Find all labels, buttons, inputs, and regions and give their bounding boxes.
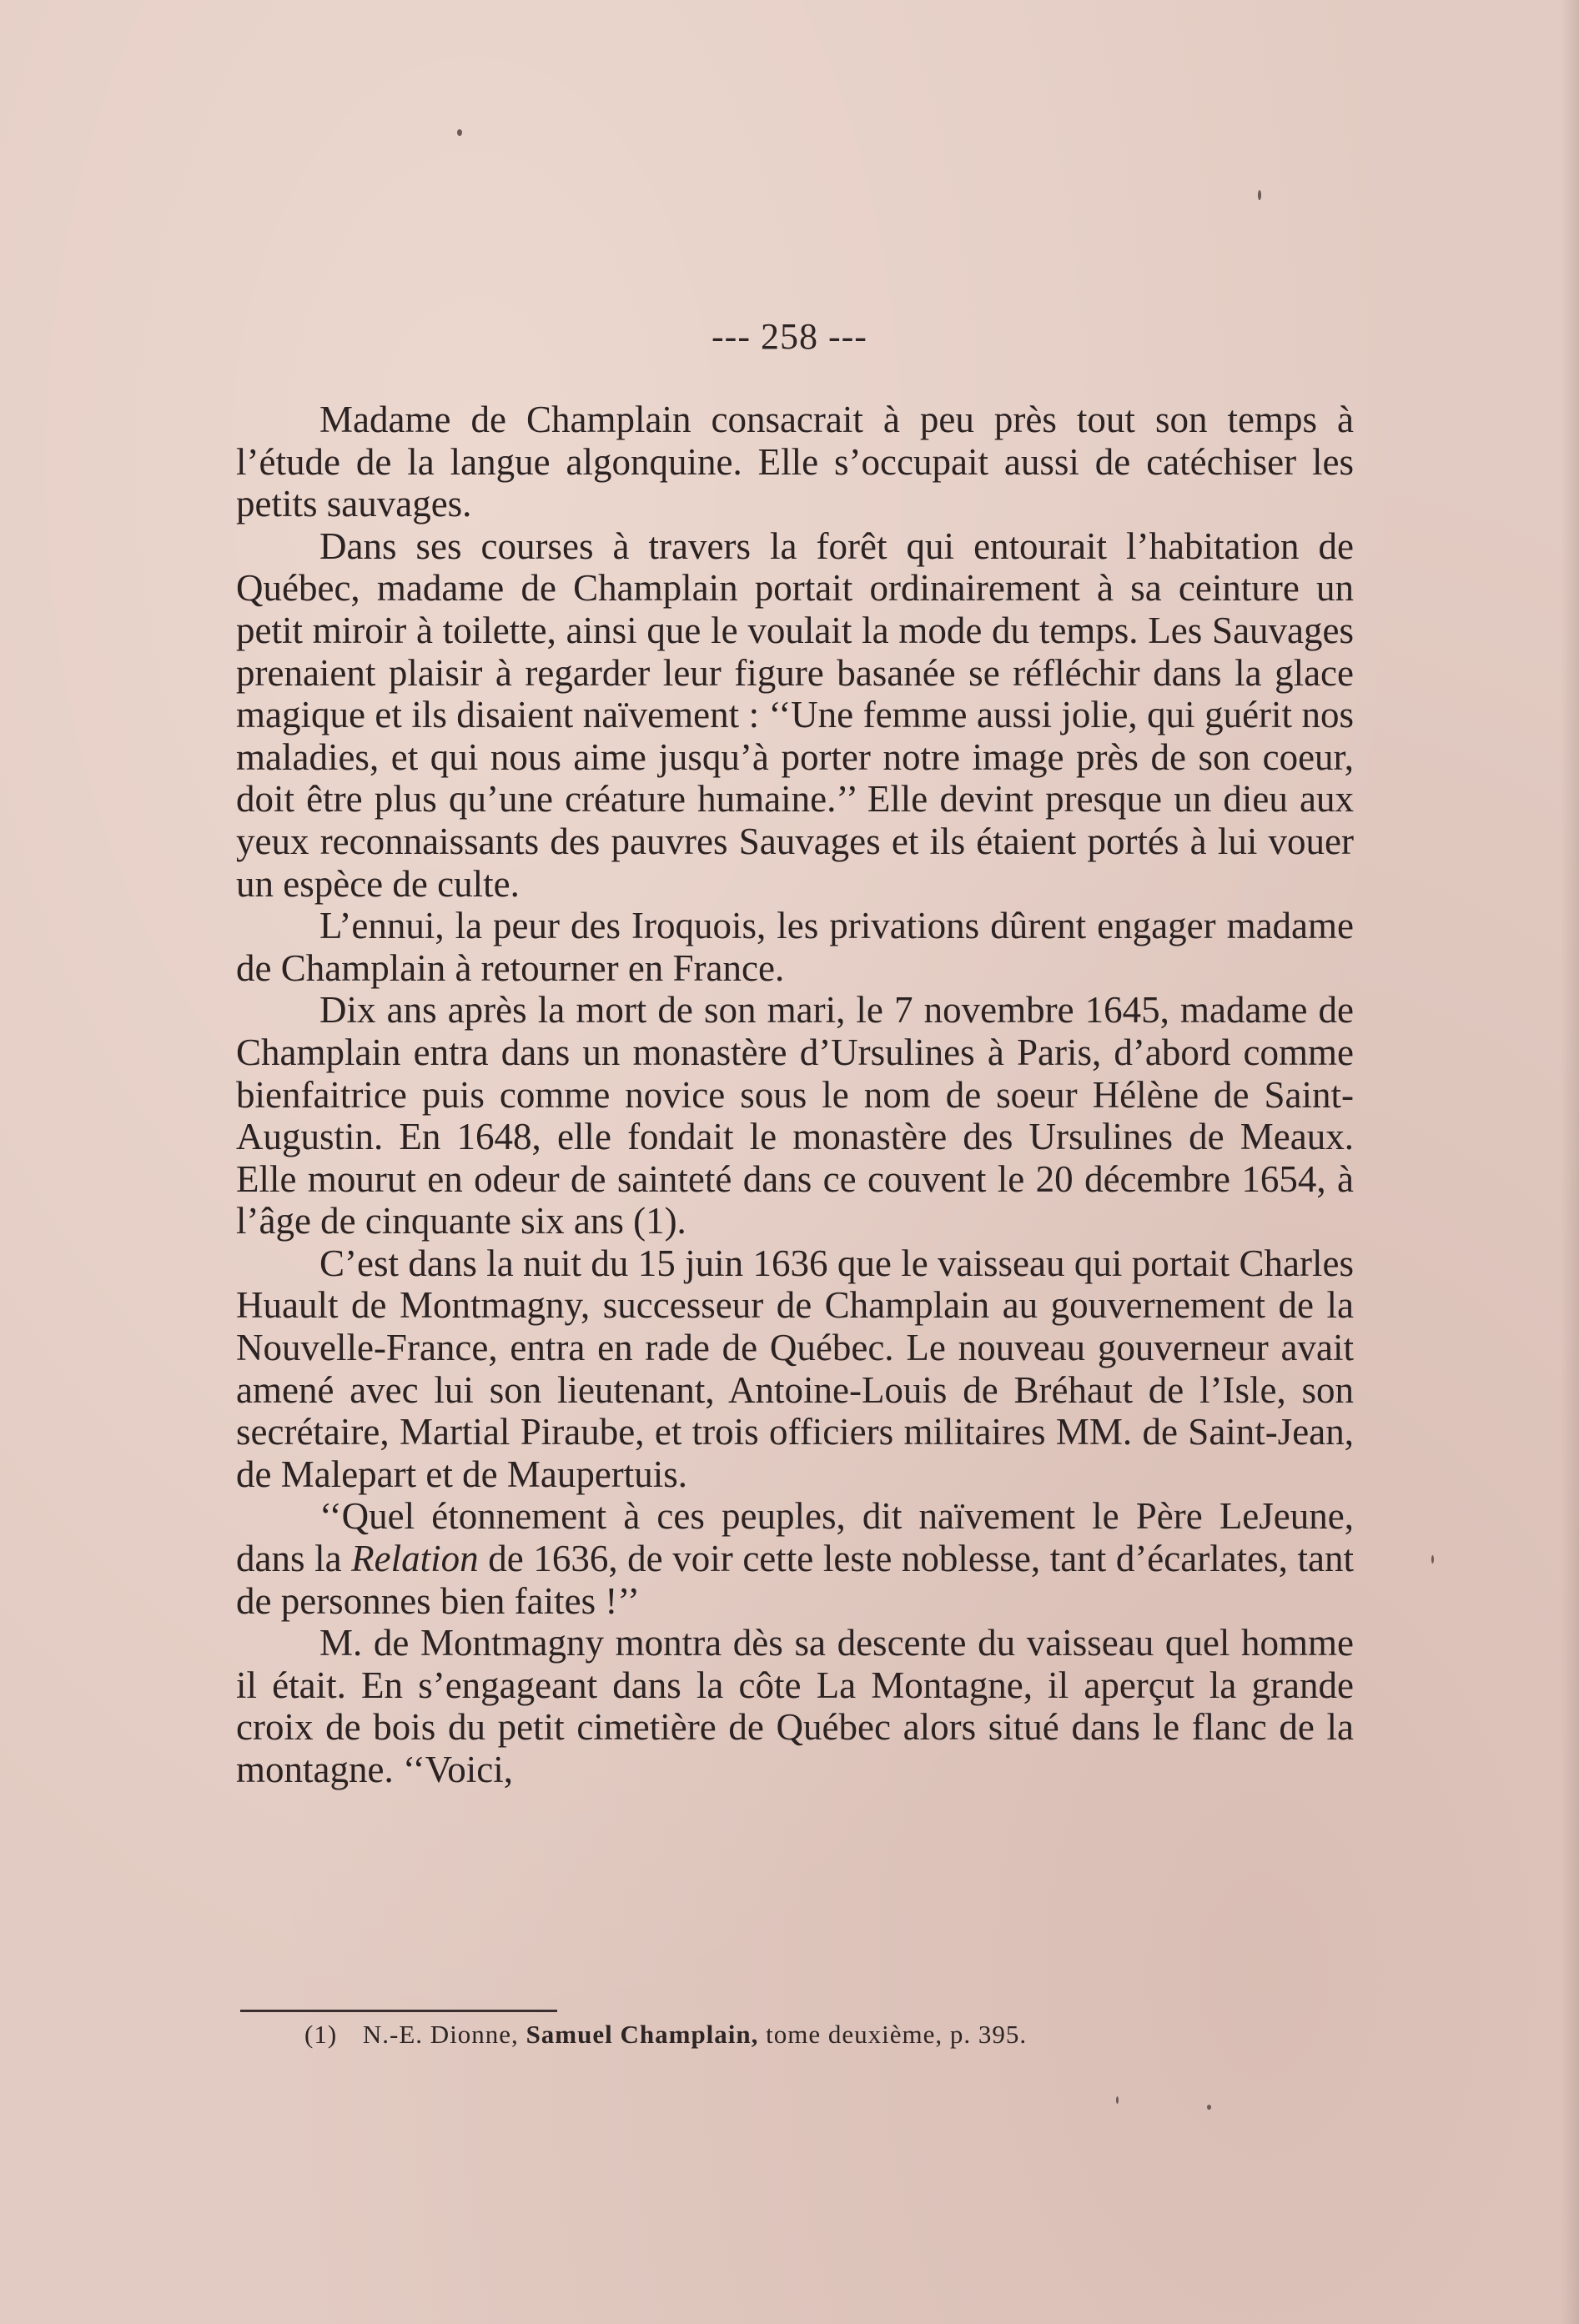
footnote-author: N.-E. Dionne, — [362, 2020, 519, 2049]
quote-text-before: ‘‘Quel étonnement à ces peuples, dit naïvement le Père LeJeune, dans la — [236, 1495, 1354, 1580]
paper-speck — [1258, 190, 1261, 200]
paper-speck — [1431, 1555, 1434, 1564]
paragraph: Madame de Champlain consacrait à peu près tout son temps à l’étude de la langue algonquine. Elle s’occupait aussi de catéchiser les petits sauvages. — [236, 399, 1354, 525]
relation-title: Relation — [351, 1538, 479, 1580]
footnote-number: (1) — [304, 2020, 338, 2049]
page-number: --- 258 --- — [712, 316, 867, 357]
paper-speck — [457, 129, 462, 136]
footnote-title: Samuel Champlain, — [525, 2020, 759, 2049]
footnote-rest: tome deuxième, p. 395. — [766, 2020, 1028, 2049]
paragraph: C’est dans la nuit du 15 juin 1636 que le vaisseau qui portait Charles Huault de Montmagny, successeur de Champlain au gouvernement de la Nouvelle-France, entra en rade de Québec. Le nouveau gouverneur avait amené avec lui son lieutenant, Antoine-Louis de Bréhaut de l’Isle, son secrétaire, Martial Piraube, et trois officiers militaires MM. de Saint-Jean, de Malepart et de Maupertuis. — [236, 1242, 1354, 1495]
paper-speck — [1207, 2105, 1211, 2110]
footnote — [304, 2018, 1347, 2051]
paper-speck — [1116, 2096, 1119, 2104]
quote-text-after: de 1636, de voir cette leste noblesse, tant d’écarlates, tant de personnes bien faites !’’ — [236, 1538, 1354, 1622]
paragraph: Dans ses courses à travers la forêt qui entourait l’habitation de Québec, madame de Champlain portait ordinairement à sa ceinture un petit miroir à toilette, ainsi que le voulait la mode du temps. Les Sauvages prenaient plaisir à regarder leur figure basanée se réfléchir dans la glace magique et ils disaient naïvement : ‘‘Une femme aussi jolie, qui guérit nos maladies, et qui nous aime jusqu’à porter notre image près de son coeur, doit être plus qu’une créature humaine.’’ Elle devint presque un dieu aux yeux reconnaissants des pauvres Sauvages et ils étaient portés à lui vouer un espèce de culte. — [236, 525, 1354, 905]
paragraph: Dix ans après la mort de son mari, le 7 novembre 1645, madame de Champlain entra dans un monastère d’Ursulines à Paris, d’abord comme bienfaitrice puis comme novice sous le nom de soeur Hélène de Saint-Augustin. En 1648, elle fondait le monastère des Ursulines de Meaux. Elle mourut en odeur de sainteté dans ce couvent le 20 décembre 1654, à l’âge de cinquante six ans (1). — [236, 989, 1354, 1242]
quote-paragraph — [236, 1495, 1354, 1622]
paragraph: M. de Montmagny montra dès sa descente du vaisseau quel homme il était. En s’engageant dans la côte La Montagne, il aperçut la grande croix de bois du petit cimetière de Québec alors situé dans le flanc de la montagne. ‘‘Voici, — [236, 1622, 1354, 1790]
body-text — [236, 399, 1354, 1791]
footnote-rule — [240, 2010, 557, 2012]
paragraph: L’ennui, la peur des Iroquois, les privations dûrent engager madame de Champlain à retourner en France. — [236, 905, 1354, 989]
